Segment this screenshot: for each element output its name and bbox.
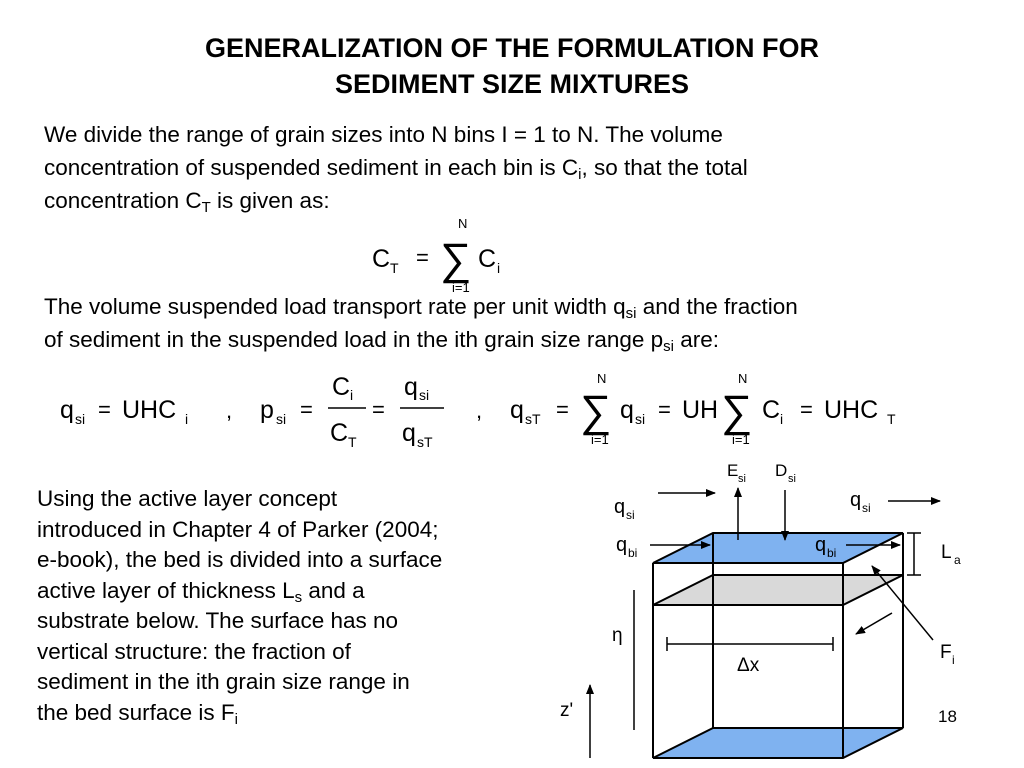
- active-layer-line-8-text: the bed surface is F: [37, 699, 235, 725]
- active-layer-line-2: introduced in Chapter 4 of Parker (2004;: [37, 516, 439, 542]
- eq2-frac1-num: C: [332, 373, 351, 401]
- deposition-label: D: [775, 461, 788, 480]
- eq2-q: q: [60, 396, 74, 424]
- eq2-equals-4: =: [556, 397, 569, 422]
- eq2-sum2-c: C: [762, 396, 781, 424]
- eq2-equals-5: =: [658, 397, 671, 422]
- intro-line-1: We divide the range of grain sizes into N bins I = 1 to N. The volume: [44, 122, 723, 147]
- suspended-flux-in-sub: si: [626, 508, 635, 522]
- active-layer-line-3: e-book), the bed is divided into a surface: [37, 547, 443, 572]
- bed-elevation-label: η: [612, 625, 623, 646]
- eq2-q-sub: si: [75, 411, 86, 427]
- active-layer-line-7: sediment in the ith grain size range in: [37, 669, 410, 694]
- erosion-label: E: [727, 461, 739, 480]
- delta-x-label: Δx: [737, 655, 760, 676]
- active-layer-paragraph: [37, 484, 557, 728]
- eq2-sigma-2: ∑: [721, 387, 753, 436]
- active-layer-line-4: [37, 576, 557, 607]
- eq2-p-sub: si: [276, 411, 287, 427]
- bedload-flux-out-label: q: [815, 534, 827, 556]
- eq2-sum2-bottom: i=1: [732, 432, 750, 447]
- eq2-uh: UH: [682, 396, 719, 424]
- equation-suspended-load: [40, 368, 920, 453]
- eq2-frac2-den: q: [402, 419, 416, 447]
- eq2-uhct: UHC: [824, 396, 879, 424]
- eq2-sum2-c-sub: i: [780, 411, 784, 427]
- eq2-sum1-q: q: [620, 396, 634, 424]
- layer-thickness-sub: a: [954, 553, 961, 567]
- eq2-p: p: [260, 396, 274, 424]
- eq1-rhs: C: [478, 245, 497, 273]
- intro-line-3-subscript: T: [201, 199, 211, 216]
- eq2-frac1-den: C: [330, 419, 349, 447]
- eq2-uhct-sub: T: [887, 411, 896, 427]
- intro-paragraph: [44, 118, 1004, 217]
- active-layer-line-4-subscript: s: [294, 588, 303, 606]
- active-layer-line-1: Using the active layer concept: [37, 486, 338, 511]
- equation-total-concentration: [370, 212, 530, 294]
- active-layer-bottom-face: [653, 575, 903, 605]
- active-layer-line-8: [37, 698, 557, 729]
- intro-line-2-subscript: i: [578, 166, 582, 183]
- transport-line-2-tail: are:: [674, 327, 720, 352]
- intro-line-2-text: concentration of suspended sediment in each bin is C: [44, 155, 579, 180]
- eq1-sum-bottom: i=1: [452, 280, 470, 294]
- bedload-flux-in-label: q: [616, 534, 628, 556]
- eq1-rhs-sub: i: [497, 260, 501, 276]
- eq2-sigma-1: ∑: [580, 387, 612, 436]
- surface-fraction-label: F: [940, 642, 952, 663]
- intro-line-2-tail: , so that the total: [581, 155, 748, 180]
- active-layer-line-8-subscript: i: [234, 710, 238, 728]
- erosion-label-sub: si: [738, 473, 746, 485]
- active-layer-line-5: substrate below. The surface has no: [37, 608, 399, 633]
- slide-title: [0, 30, 1024, 102]
- eq2-sum2-top: N: [738, 371, 748, 386]
- eq2-sum1-q-sub: si: [635, 411, 646, 427]
- eq1-lhs: C: [372, 245, 391, 273]
- transport-line-1-tail: and the fraction: [636, 294, 798, 319]
- eq2-qst: q: [510, 396, 524, 424]
- deposition-label-sub: si: [788, 473, 796, 485]
- top-surface-face: [653, 533, 903, 563]
- bottom-face: [653, 728, 903, 758]
- eq2-qst-sub: sT: [525, 411, 541, 427]
- eq1-sigma: ∑: [440, 235, 472, 284]
- eq1-sum-top: N: [458, 216, 468, 231]
- eq2-sum1-bottom: i=1: [591, 432, 609, 447]
- transport-line-1-text: The volume suspended load transport rate per unit width q: [44, 294, 626, 319]
- eq2-frac2-den-sub: sT: [417, 434, 433, 450]
- eq1-equals: =: [416, 245, 429, 270]
- surface-fraction-sub: i: [952, 653, 955, 667]
- eq2-equals-2: =: [300, 397, 313, 422]
- layer-thickness-label: L: [941, 542, 952, 563]
- suspended-flux-in-label: q: [614, 496, 626, 518]
- transport-line-2-text: of sediment in the suspended load in the ith grain size range p: [44, 327, 664, 352]
- eq2-equals-3: =: [372, 397, 385, 422]
- intro-line-2: [44, 151, 1004, 184]
- eq2-comma-2: ,: [476, 398, 483, 423]
- surface-fraction-pointer-2: [856, 613, 892, 634]
- transport-line-1: [44, 290, 1004, 323]
- page-number: 18: [938, 707, 957, 726]
- title-line-2: SEDIMENT SIZE MIXTURES: [334, 69, 690, 99]
- intro-line-3-text: concentration C: [44, 188, 202, 213]
- eq2-frac2-num-sub: si: [419, 387, 430, 403]
- eq1-lhs-sub: T: [390, 260, 399, 276]
- eq2-uhc-sub: i: [185, 411, 189, 427]
- suspended-flux-out-label: q: [850, 489, 862, 511]
- eq2-comma-1: ,: [226, 398, 233, 423]
- bedload-flux-in-sub: bi: [628, 546, 638, 560]
- eq2-frac1-den-sub: T: [348, 434, 357, 450]
- eq2-equals-1: =: [98, 397, 111, 422]
- active-layer-line-4-tail: and a: [302, 577, 365, 603]
- intro-line-3-tail: is given as:: [210, 188, 330, 213]
- eq2-uhc: UHC: [122, 396, 177, 424]
- transport-line-2: [44, 323, 1004, 356]
- vertical-axis-label: z': [560, 700, 574, 721]
- bedload-flux-out-sub: bi: [827, 546, 837, 560]
- eq2-equals-6: =: [800, 397, 813, 422]
- eq2-frac2-num: q: [404, 373, 418, 401]
- eq2-frac1-num-sub: i: [350, 387, 354, 403]
- active-layer-line-4-text: active layer of thickness L: [37, 577, 295, 603]
- suspended-flux-out-sub: si: [862, 501, 871, 515]
- eq2-sum1-top: N: [597, 371, 607, 386]
- transport-line-1-subscript: si: [625, 305, 637, 322]
- transport-paragraph: [44, 290, 1004, 356]
- transport-line-2-subscript: si: [663, 338, 675, 355]
- active-layer-line-6: vertical structure: the fraction of: [37, 638, 351, 664]
- title-line-1: GENERALIZATION OF THE FORMULATION FOR: [205, 33, 819, 63]
